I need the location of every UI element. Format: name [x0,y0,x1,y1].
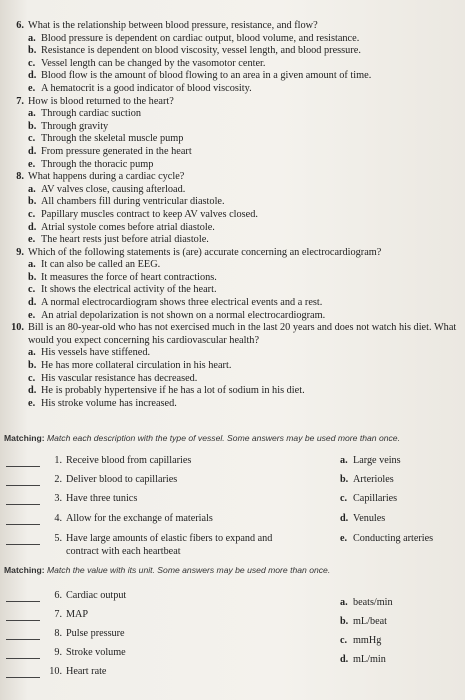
option [28,33,463,46]
question-text: How is blood returned to the heart? [28,95,174,107]
option-letter: d. [28,221,37,233]
answer-text: Large veins [353,455,401,466]
option-letter: a. [28,32,36,44]
item-text: Cardiac output [66,590,127,601]
answer-letter: c. [340,635,348,646]
option [28,310,463,323]
answer-text: Conducting arteries [353,533,434,544]
option-letter: a. [28,108,36,120]
answer-letter: b. [340,474,349,485]
option [28,360,463,373]
option-letter: b. [28,120,37,132]
answer-blank[interactable] [6,485,40,486]
option [28,58,463,71]
item-text: Heart rate [66,666,107,677]
option [28,284,463,297]
option-text: It can also be called an EEG. [41,259,161,271]
answer-letter: a. [340,455,348,466]
option-text: Through cardiac suction [41,108,142,120]
option-text: He is probably hypertensive if he has a lot of sodium in his diet. [41,385,305,397]
option [28,133,463,146]
question-number: 8. [16,171,24,183]
option-letter: e. [28,309,36,321]
answer-letter: e. [340,533,348,544]
option [28,121,463,134]
matching-instructions: Match each description with the type of vessel. Some answers may be used more than once. [46,433,400,443]
answer-letter: a. [340,597,348,608]
option-text: From pressure generated in the heart [41,145,192,157]
item-number: 5. [54,533,62,544]
answer-blank[interactable] [6,504,40,505]
question-text: What happens during a cardiac cycle? [28,171,185,183]
answer-text: mL/beat [353,616,387,627]
item-number: 10. [49,666,62,677]
option [28,272,463,285]
matching-instructions: Match the value with its unit. Some answers may be used more than once. [46,565,331,575]
option [28,222,463,235]
option-letter: e. [28,158,36,170]
item-number: 6. [54,590,62,601]
option-letter: c. [28,57,36,69]
option [28,45,463,58]
option-letter: c. [28,133,36,145]
option-text: His stroke volume has increased. [41,397,177,409]
answer-blank[interactable] [6,677,40,678]
answer-letter: d. [340,513,349,524]
matching-heading-vessels [4,433,400,443]
item-text: Deliver blood to capillaries [66,474,178,485]
answer-text: Capillaries [353,493,398,504]
option-text: The heart rests just before atrial diastole. [41,234,209,246]
option-letter: e. [28,234,36,246]
option-letter: d. [28,385,37,397]
answer-letter: c. [340,493,348,504]
question-text: What is the relationship between blood pressure, resistance, and flow? [28,20,318,31]
option-text: It shows the electrical activity of the heart. [41,284,217,296]
option-text: It measures the force of heart contractions. [41,271,217,283]
question-6 [8,20,463,96]
answer-blank[interactable] [6,544,40,545]
option-letter: d. [28,145,37,157]
option-text: A normal electrocardiogram shows three electrical events and a rest. [41,297,323,309]
option-letter: c. [28,284,36,296]
option-text: An atrial depolarization is not shown on a normal electrocardiogram. [41,309,326,321]
answer-blank[interactable] [6,524,40,525]
option-text: Blood flow is the amount of blood flowing to an area in a given amount of time. [41,70,372,82]
option-text: AV valves close, causing afterload. [41,183,186,195]
option-letter: a. [28,259,36,271]
option-text: Resistance is dependent on blood viscosity, vessel length, and blood pressure. [41,45,361,57]
matching-label: Matching: [4,433,45,443]
answer-text: Arterioles [353,474,394,485]
item-number: 3. [54,493,62,504]
question-number: 10. [11,322,24,334]
item-text: Pulse pressure [66,628,125,639]
option [28,373,463,386]
answer-text: beats/min [353,597,393,608]
item-number: 4. [54,513,62,524]
question-8 [8,171,463,247]
item-number: 8. [54,628,62,639]
item-text: Have large amounts of elastic fibers to expand and contract with each heartbeat [66,533,273,557]
question-number: 9. [16,246,24,258]
answer-letter: b. [340,616,349,627]
option-text: A hematocrit is a good indicator of blood viscosity. [41,82,252,94]
matching-label: Matching: [4,565,45,575]
answer-text: mL/min [353,654,386,665]
item-number: 1. [54,455,62,466]
option-text: Through gravity [41,120,109,132]
answer-text: Venules [353,513,386,524]
option [28,146,463,159]
option [28,70,463,83]
option-letter: e. [28,82,36,94]
option-letter: d. [28,70,37,82]
item-number: 7. [54,609,62,620]
answer-blank[interactable] [6,466,40,467]
question-number: 6. [16,20,24,31]
question-text: Bill is an 80-year-old who has not exercised much in the last 20 years and does not watch his diet. What would you expect concerning his cardiovascular health? [28,322,457,346]
option-letter: c. [28,372,36,384]
option-text: His vessels have stiffened. [41,347,151,359]
option [28,184,463,197]
option [28,108,463,121]
option-letter: d. [28,297,37,309]
item-number: 9. [54,647,62,658]
option-text: His vascular resistance has decreased. [41,372,198,384]
option [28,347,463,360]
answer-blank[interactable] [6,601,40,602]
item-text: Have three tunics [66,493,138,504]
option-text: Through the skeletal muscle pump [41,133,184,145]
question-text: Which of the following statements is (are) accurate concerning an electrocardiogram? [28,246,382,258]
multiple-choice-section [8,20,463,410]
matching-heading-units [4,565,330,575]
answer-letter: d. [340,654,349,665]
option [28,196,463,209]
question-7 [8,96,463,172]
option-letter: a. [28,183,36,195]
option [28,83,463,96]
question-10 [8,322,463,410]
option-text: Atrial systole comes before atrial diastole. [41,221,215,233]
item-text: Receive blood from capillaries [66,455,192,466]
option [28,385,463,398]
option [28,209,463,222]
option [28,259,463,272]
item-text: Allow for the exchange of materials [66,513,213,524]
option-text: Papillary muscles contract to keep AV valves closed. [41,208,258,220]
answer-blank[interactable] [6,620,40,621]
option [28,297,463,310]
option-letter: b. [28,196,37,208]
option-letter: e. [28,397,36,409]
item-text: Stroke volume [66,647,126,658]
option [28,159,463,172]
item-number: 2. [54,474,62,485]
option-letter: b. [28,271,37,283]
option-text: Vessel length can be changed by the vasomotor center. [41,57,266,69]
option [28,234,463,247]
answer-text: mmHg [353,635,382,646]
option-letter: c. [28,208,36,220]
item-text: MAP [66,609,89,620]
answer-blank[interactable] [6,639,40,640]
option [28,398,463,411]
answer-blank[interactable] [6,658,40,659]
option-letter: b. [28,360,37,372]
option-text: Blood pressure is dependent on cardiac output, blood volume, and resistance. [41,32,360,44]
option-text: Through the thoracic pump [41,158,154,170]
question-9 [8,247,463,323]
option-text: All chambers fill during ventricular diastole. [41,196,225,208]
option-letter: a. [28,347,36,359]
option-letter: b. [28,45,37,57]
option-text: He has more collateral circulation in his heart. [41,360,232,372]
question-number: 7. [16,95,24,107]
